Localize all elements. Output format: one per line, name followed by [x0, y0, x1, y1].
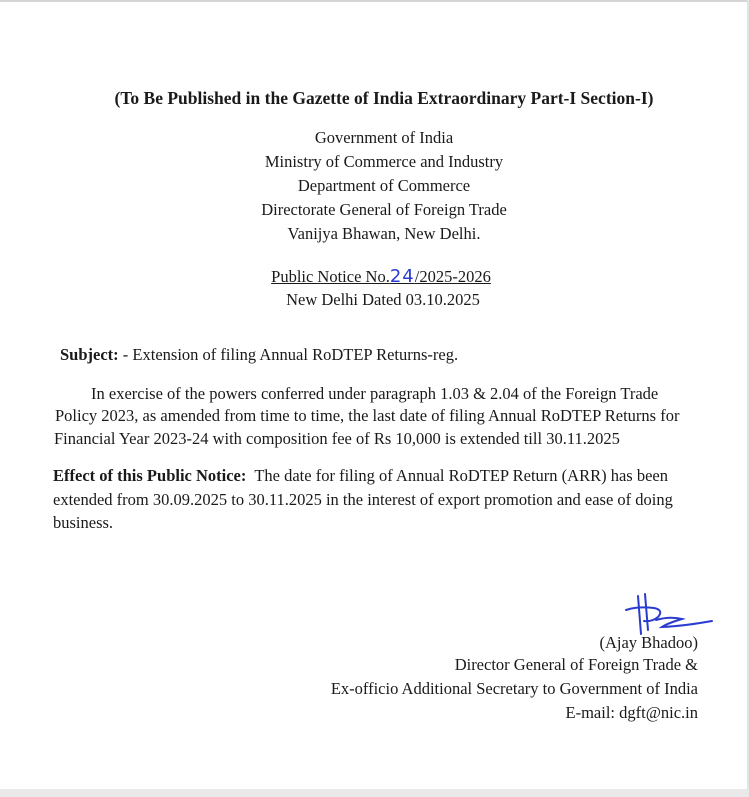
notice-year: /2025-2026 — [414, 267, 491, 286]
notice-dated: New Delhi Dated 03.10.2025 — [286, 290, 480, 309]
notice-handwritten-number: 24 — [389, 266, 415, 287]
department-line: Department of Commerce — [297, 176, 471, 195]
signatory-designation-2: Ex-officio Additional Secretary to Government of India — [330, 679, 698, 698]
government-line: Government of India — [314, 128, 454, 147]
address-line: Vanijya Bhawan, New Delhi. — [287, 224, 481, 243]
signatory-name: (Ajay Bhadoo) — [599, 633, 698, 652]
para1-line2: Policy 2023, as amended from time to time, the last date of filing Annual RoDTEP Returns for — [55, 406, 680, 425]
directorate-line: Directorate General of Foreign Trade — [261, 200, 507, 219]
effect-label: Effect of this Public Notice: — [53, 466, 247, 485]
gazette-heading: (To Be Published in the Gazette of India Extraordinary Part-I Section-I) — [114, 88, 654, 108]
notice-prefix: Public Notice No. — [271, 267, 390, 286]
effect-line3: business. — [53, 513, 114, 532]
public-notice-number — [0, 266, 749, 287]
subject-label: Subject: — [60, 345, 119, 364]
subject-line — [60, 345, 458, 365]
signatory-designation-1: Director General of Foreign Trade & — [454, 655, 698, 674]
effect-text: The date for filing of Annual RoDTEP Return (ARR) has been — [246, 466, 668, 485]
para1-line3: Financial Year 2023-24 with composition fee of Rs 10,000 is extended till 30.11.2025 — [54, 429, 620, 448]
effect-line2: extended from 30.09.2025 to 30.11.2025 in the interest of export promotion and ease of doing — [53, 490, 673, 509]
signatory-email: E-mail: dgft@nic.in — [565, 703, 698, 722]
effect-line1 — [53, 466, 668, 486]
subject-text: - Extension of filing Annual RoDTEP Returns-reg. — [118, 345, 459, 364]
page-edge-top — [0, 0, 749, 2]
para1-line1: In exercise of the powers conferred under paragraph 1.03 & 2.04 of the Foreign Trade — [91, 384, 659, 403]
page-edge-bottom — [0, 789, 749, 797]
ministry-line: Ministry of Commerce and Industry — [264, 152, 504, 171]
